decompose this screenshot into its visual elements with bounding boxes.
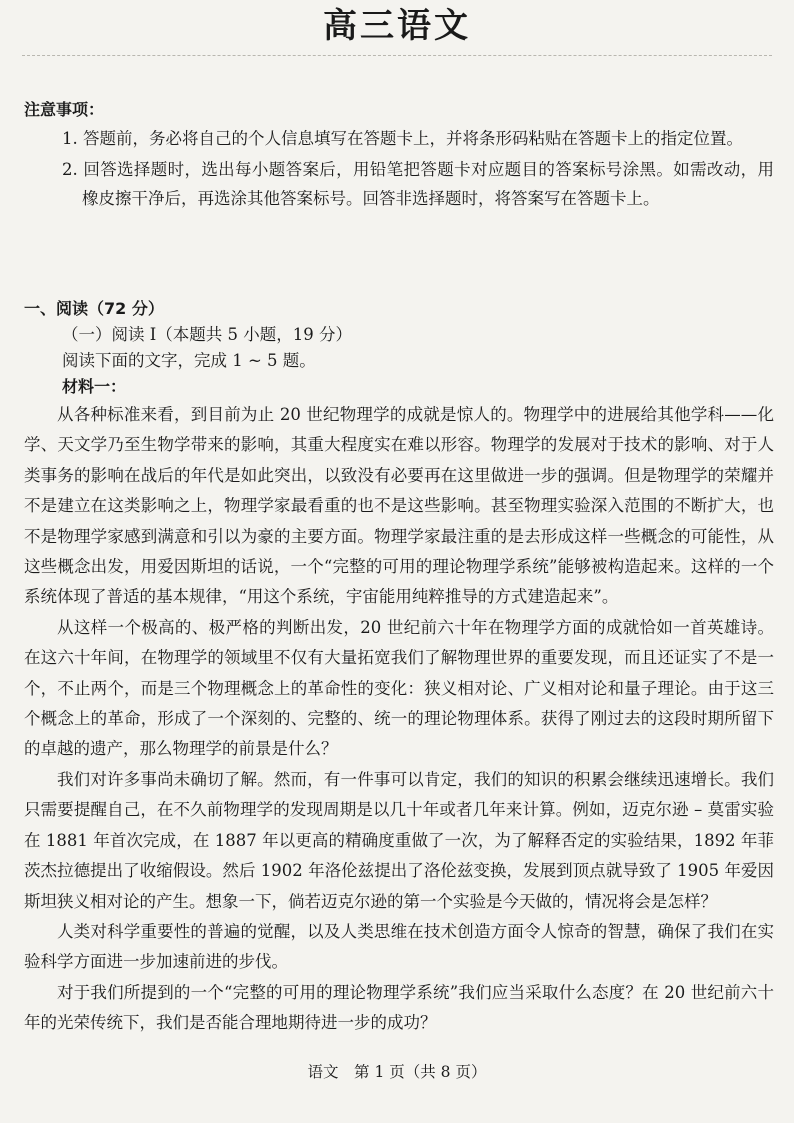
instruction-text: 阅读下面的文字，完成 1 ~ 5 题。 xyxy=(62,351,316,370)
notice-item-2: 2. 回答选择题时，选出每小题答案后，用铅笔把答题卡对应题目的答案标号涂黑。如需改动，用橡皮擦干净后，再选涂其他答案标号。回答非选择题时，将答案写在答题卡上。 xyxy=(62,160,774,208)
material-label: 材料一： xyxy=(62,377,127,396)
page-title: 高三语文 xyxy=(323,6,471,46)
subsection-heading: （一）阅读 Ⅰ（本题共 5 小题，19 分） xyxy=(62,325,352,344)
passage-paragraph-4: 人类对科学重要性的普遍的觉醒，以及人类思维在技术创造方面令人惊奇的智慧，确保了我们在实验科学方面进一步加速前进的步伐。 xyxy=(24,921,774,972)
passage-paragraph-5: 对于我们所提到的一个“完整的可用的理论物理学系统”我们应当采取什么态度？在 20 世纪前六十年的光荣传统下，我们是否能合理地期待进一步的成功？ xyxy=(24,982,774,1033)
title-divider xyxy=(22,55,772,56)
page-footer: 语文 第 1 页（共 8 页） xyxy=(307,1063,487,1081)
notice-heading: 注意事项： xyxy=(24,100,105,119)
reading-passage xyxy=(24,400,774,1039)
passage-paragraph-3: 我们对许多事尚未确切了解。然而，有一件事可以肯定，我们的知识的积累会继续迅速增长。我们只需要提醒自己，在不久前物理学的发现周期是以几十年或者几年来计算。例如，迈克尔逊 – 莫雷实验在 1881 年首次完成，在 1887 年以更高的精确度重做了一次，为了解释否定的实验结果，1892 年菲茨杰拉德提出了收缩假设。然后 1902 年洛伦兹提出了洛伦兹变换，发展到顶点就导致了 1905 年爱因斯坦狭义相对论的产生。想象一下，倘若迈克尔逊的第一个实验是今天做的，情况将会是怎样？ xyxy=(24,769,774,911)
passage-paragraph-1: 从各种标准来看，到目前为止 20 世纪物理学的成就是惊人的。物理学中的进展给其他学科——化学、天文学乃至生物学带来的影响，其重大程度实在难以形容。物理学的发展对于技术的影响、对于人类事务的影响在战后的年代是如此突出，以致没有必要再在这里做进一步的强调。但是物理学的荣耀并不是建立在这类影响之上，物理学家最看重的也不是这些影响。甚至物理实验深入范围的不断扩大，也不是物理学家感到满意和引以为豪的主要方面。物理学家最注重的是去形成这样一些概念的可能性，从这些概念出发，用爱因斯坦的话说，一个“完整的可用的理论物理学系统”能够被构造起来。这样的一个系统体现了普适的基本规律，“用这个系统，宇宙能用纯粹推导的方式建造起来”。 xyxy=(24,405,774,607)
passage-paragraph-2: 从这样一个极高的、极严格的判断出发，20 世纪前六十年在物理学方面的成就恰如一首英雄诗。在这六十年间，在物理学的领域里不仅有大量拓宽我们了解物理世界的重要发现，而且还证实了不是一个，不止两个，而是三个物理概念上的革命性的变化：狭义相对论、广义相对论和量子理论。由于这三个概念上的革命，形成了一个深刻的、完整的、统一的理论物理体系。获得了刚过去的这段时期所留下的卓越的遗产，那么物理学的前景是什么？ xyxy=(24,617,774,759)
notice-list xyxy=(62,124,774,213)
section-heading: 一、阅读（72 分） xyxy=(24,299,164,318)
notice-item-1: 1. 答题前，务必将自己的个人信息填写在答题卡上，并将条形码粘贴在答题卡上的指定位置。 xyxy=(62,129,743,148)
